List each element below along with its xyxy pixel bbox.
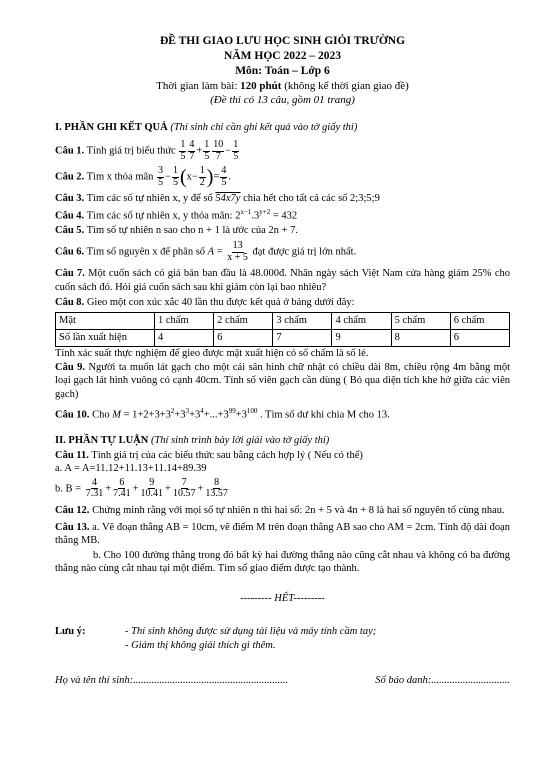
part2-heading: II. PHẦN TỰ LUẬN (Thí sinh trình bày lời giải vào tờ giấy thi)	[55, 435, 330, 447]
question-13: Câu 13. a. Vẽ đoạn thẳng AB = 10cm, vẽ điểm M trên đoạn thẳng AB sao cho AM = 2cm. Tính độ dài đoạn thẳng MB.	[55, 521, 510, 547]
candidate-name-field: Họ và tên thí sinh:...........................................................	[55, 675, 289, 687]
question-8: Câu 8. Gieo một con xúc xắc 40 lần thu được kết quả ở bảng dưới đây:	[55, 297, 355, 309]
question-9: Câu 9. Người ta muốn lát gạch cho một cái sân hình chữ nhật có chiều dài 8m, chiều rộng 4m bằng một loại gạch lát hình vuông có cạnh 40cm. Tính số viên gạch cần dùng ( Bỏ qua diện tích khe hở giữa các viên gạch)	[55, 361, 510, 400]
exam-title: ĐỀ THI GIAO LƯU HỌC SINH GIỎI TRƯỜNG	[159, 35, 406, 47]
footer-note	[55, 625, 510, 652]
question-2: Câu 2. Tìm x thỏa mãn $\frac{3}{5}$ − $\frac{1}{5}$ (x− $\frac{1}{2}$ )= $\frac{4}{5}$ .	[55, 165, 232, 189]
page-note: (Đề thi có 13 câu, gồm 01 trang)	[210, 93, 355, 106]
question-7: Câu 7. Một cuốn sách có giá bán ban đầu là 48.000đ. Nhân ngày sách Việt Nam cửa hàng giảm 25% cho cuốn sách đó. Hỏi giá cuốn sách sau khi giảm còn lại bao nhiêu?	[55, 268, 510, 293]
dice-table	[55, 312, 510, 347]
subject-line: Môn: Toán – Lớp 6	[235, 64, 330, 77]
note-line-2: - Giám thị không giải thích gì thêm.	[125, 639, 276, 651]
question-8-followup: Tính xác suất thực nghiệm để gieo được mặt xuất hiện có số chấm là số lẻ.	[55, 347, 369, 359]
question-12: Câu 12. Chứng minh rằng với mọi số tự nhiên n thì hai số: 2n + 5 và 4n + 8 là hai số nguyên tố cùng nhau.	[55, 504, 505, 516]
question-6: Câu 6. Tìm số nguyên x để phân số A = $\frac{13}{x + 5}$ đạt được giá trị lớn nhất.	[55, 240, 357, 263]
question-11: Câu 11. Tính giá trị của các biểu thức sau bằng cách hợp lý ( Nếu có thể)	[55, 449, 363, 461]
signature-line	[55, 674, 510, 687]
question-13b: b. Cho 100 đường thẳng trong đó bất kỳ hai đường thẳng nào cũng cắt nhau và không có ba đường thẳng nào cùng cắt nhau tại một điểm. Tìm số giao điểm được tạo thành.	[55, 549, 510, 575]
question-4: Câu 4. Tìm các số tự nhiên x, y thỏa mãn: $2^{x-1}.3^{y+2} = 432$	[55, 207, 298, 222]
question-10: Câu 10. Cho $M = 1+2+3+3^2+3^3+3^4+...+3^{99}+3^{100}$ . Tìm số dư khi chia M cho 13.	[55, 407, 390, 421]
part1-heading: I. PHẦN GHI KẾT QUẢ (Thí sinh chỉ cần ghi kết quả vào tờ giấy thi)	[55, 121, 358, 133]
question-1: Câu 1. Tính giá trị biểu thức $\frac{1}{5}$ $\frac{4}{7}$ + $\frac{1}{5}$ $\frac{10}{7}$ − $\frac{1}{5}$	[55, 139, 239, 162]
table-row: Số lần xuất hiện 4 6 7 9 8 6	[56, 329, 510, 346]
school-year: NĂM HỌC 2022 – 2023	[224, 49, 341, 62]
question-3: Câu 3. Tìm các số tự nhiên x, y để số 54x7y chia hết cho tất cả các số 2;3;5;9	[55, 193, 380, 205]
time-line: Thời gian làm bài: 120 phút (không kể thời gian giao đề)	[156, 79, 409, 92]
end-mark: --------- HẾT---------	[240, 592, 325, 604]
table-row: Mặt 1 chấm 2 chấm 3 chấm 4 chấm 5 chấm 6 chấm	[56, 312, 510, 329]
question-5: Câu 5. Tìm số tự nhiên n sao cho n + 1 là ước của 2n + 7.	[55, 224, 298, 236]
note-label: Lưu ý:	[55, 626, 86, 638]
exam-header	[55, 34, 510, 107]
candidate-id-field: Số báo danh:..............................	[375, 675, 510, 687]
note-line-1: - Thí sinh không được sử dụng tài liệu và máy tính cầm tay;	[125, 626, 377, 638]
question-11b: b. B = $\frac{4}{7.31}$ + $\frac{6}{7.41}$ + $\frac{9}{10.41}$ + $\frac{7}{10.57}$ + $\frac{8}{13.57}$	[55, 476, 228, 500]
question-11a: a. A = A=11.12+11.13+11.14+89.39	[55, 463, 207, 475]
